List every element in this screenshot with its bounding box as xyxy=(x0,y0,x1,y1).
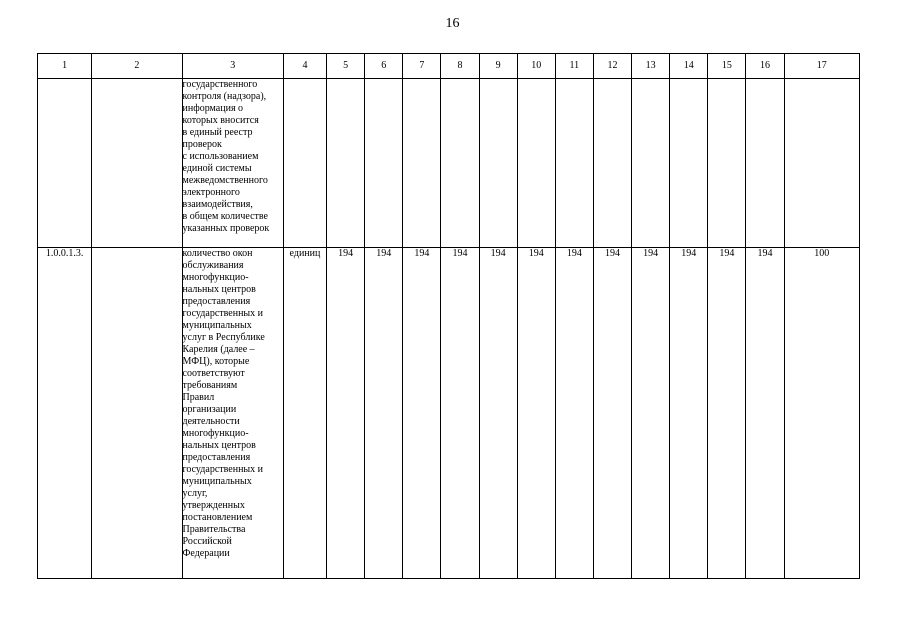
description-line: единой системы xyxy=(182,163,252,174)
table-header-row xyxy=(38,54,860,79)
description-line: контроля (надзора), xyxy=(182,91,267,102)
value-cell xyxy=(365,79,403,248)
col2-cell xyxy=(92,248,182,579)
header-cell: 15 xyxy=(708,54,746,79)
value-cell: 194 xyxy=(403,248,441,579)
description-line: обслуживания xyxy=(182,260,244,271)
description-line: Российской xyxy=(182,536,232,547)
header-cell: 17 xyxy=(784,54,859,79)
header-cell: 2 xyxy=(92,54,182,79)
header-cell: 12 xyxy=(593,54,631,79)
header-cell: 6 xyxy=(365,54,403,79)
description-line: Правил xyxy=(182,392,215,403)
header-cell: 10 xyxy=(517,54,555,79)
description-line: многофункцио- xyxy=(182,272,249,283)
header-cell: 7 xyxy=(403,54,441,79)
indicator-description xyxy=(182,79,283,248)
description-line: Федерации xyxy=(182,548,230,559)
header-cell: 4 xyxy=(283,54,326,79)
header-cell: 1 xyxy=(38,54,92,79)
value-cell: 194 xyxy=(670,248,708,579)
description-line: Правительства xyxy=(182,524,246,535)
value-cell xyxy=(479,79,517,248)
table-row xyxy=(38,79,860,248)
description-line: количество окон xyxy=(182,248,253,259)
value-cell: 194 xyxy=(479,248,517,579)
description-line: государственных и xyxy=(182,308,264,319)
value-cell xyxy=(784,79,859,248)
value-cell: 194 xyxy=(441,248,479,579)
description-line: государственных и xyxy=(182,464,264,475)
description-line: утвержденных xyxy=(182,500,245,511)
description-line: государственного xyxy=(182,79,258,90)
description-line: межведомственного xyxy=(182,175,268,186)
value-cell xyxy=(327,79,365,248)
description-line: которых вносится xyxy=(182,115,259,126)
value-cell xyxy=(670,79,708,248)
description-line: муниципальных xyxy=(182,476,252,487)
header-cell: 13 xyxy=(632,54,670,79)
description-line: предоставления xyxy=(182,296,251,307)
description-line: в общем количестве xyxy=(182,211,268,222)
value-cell: 194 xyxy=(632,248,670,579)
description-line: услуг, xyxy=(182,488,208,499)
header-cell: 3 xyxy=(182,54,283,79)
value-cell xyxy=(441,79,479,248)
table-row xyxy=(38,248,860,579)
description-line: услуг в Республике xyxy=(182,332,265,343)
unit-cell: единиц xyxy=(283,248,326,579)
description-line: МФЦ), которые xyxy=(182,356,250,367)
description-line: организации xyxy=(182,404,237,415)
description-line: многофункцио- xyxy=(182,428,249,439)
description-line: соответствуют xyxy=(182,368,245,379)
description-line: Карелия (далее – xyxy=(182,344,255,355)
header-cell: 16 xyxy=(746,54,784,79)
description-line: взаимодействия, xyxy=(182,199,253,210)
value-cell xyxy=(746,79,784,248)
description-line: электронного xyxy=(182,187,240,198)
header-cell: 14 xyxy=(670,54,708,79)
value-cell xyxy=(403,79,441,248)
description-line: информация о xyxy=(182,103,244,114)
value-cell xyxy=(708,79,746,248)
value-cell: 194 xyxy=(555,248,593,579)
description-line: деятельности xyxy=(182,416,240,427)
indicator-code: 1.0.0.1.3. xyxy=(38,248,92,579)
value-cell: 194 xyxy=(365,248,403,579)
description-line: муниципальных xyxy=(182,320,252,331)
description-line: проверок xyxy=(182,139,222,150)
indicator-code xyxy=(38,79,92,248)
description-line: постановлением xyxy=(182,512,253,523)
description-line: нальных центров xyxy=(182,440,256,451)
indicator-description xyxy=(182,248,283,579)
value-cell xyxy=(632,79,670,248)
header-cell: 9 xyxy=(479,54,517,79)
description-line: указанных проверок xyxy=(182,223,270,234)
description-line: нальных центров xyxy=(182,284,256,295)
value-cell: 194 xyxy=(327,248,365,579)
unit-cell xyxy=(283,79,326,248)
header-cell: 5 xyxy=(327,54,365,79)
description-line: в единый реестр xyxy=(182,127,253,138)
col2-cell xyxy=(92,79,182,248)
value-cell: 194 xyxy=(593,248,631,579)
description-line: требованиям xyxy=(182,380,238,391)
indicators-table xyxy=(37,53,860,579)
description-line: предоставления xyxy=(182,452,251,463)
header-cell: 11 xyxy=(555,54,593,79)
value-cell: 194 xyxy=(746,248,784,579)
value-cell: 194 xyxy=(517,248,555,579)
page-number: 16 xyxy=(445,16,460,31)
description-line: с использованием xyxy=(182,151,259,162)
value-cell: 194 xyxy=(708,248,746,579)
value-cell: 100 xyxy=(784,248,859,579)
value-cell xyxy=(593,79,631,248)
header-cell: 8 xyxy=(441,54,479,79)
value-cell xyxy=(517,79,555,248)
value-cell xyxy=(555,79,593,248)
